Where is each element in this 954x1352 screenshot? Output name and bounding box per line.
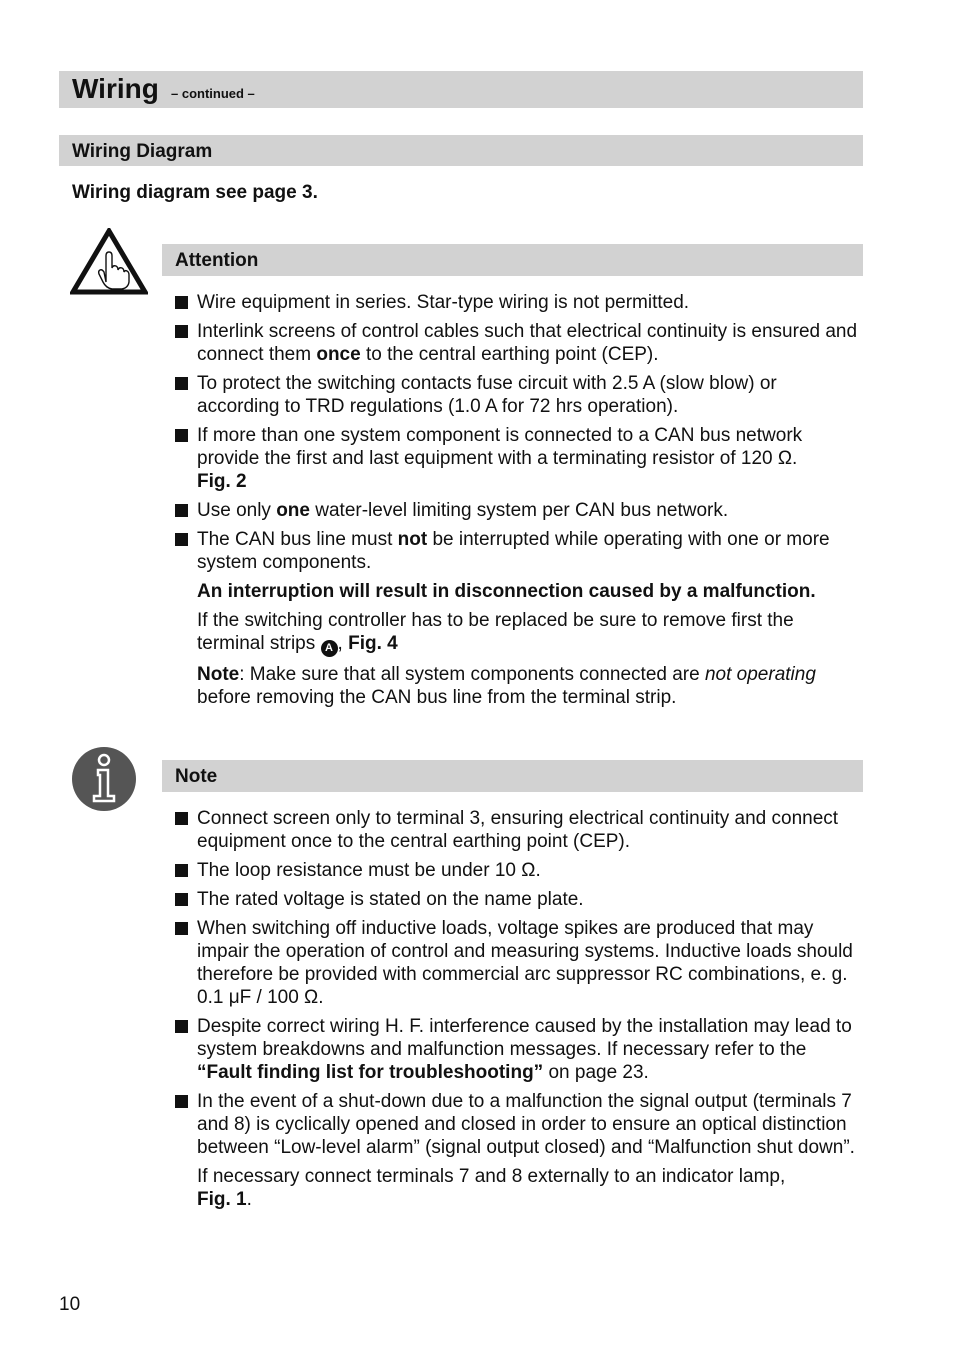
bullet-square-icon xyxy=(175,893,188,906)
list-item: The CAN bus line must not be interrupted while operating with one or more system components. xyxy=(171,528,861,574)
list-item: The rated voltage is stated on the name plate. xyxy=(171,888,861,911)
bullet-square-icon xyxy=(175,922,188,935)
list-item: Interlink screens of control cables such that electrical continuity is ensured and connect them once to the central earthing point (CEP). xyxy=(171,320,861,366)
figure-reference: Fig. 4 xyxy=(348,633,398,654)
info-icon xyxy=(70,746,138,812)
continued-label: – continued – xyxy=(171,86,255,101)
marker-a-icon: A xyxy=(321,640,338,657)
bullet-square-icon xyxy=(175,864,188,877)
attention-bar xyxy=(162,244,863,276)
page-number: 10 xyxy=(59,1294,81,1315)
bullet-square-icon xyxy=(175,533,188,546)
list-item: To protect the switching contacts fuse circuit with 2.5 A (slow blow) or according to TRD regulations (1.0 A for 72 hrs operation). xyxy=(171,372,861,418)
bullet-square-icon xyxy=(175,504,188,517)
title-bar xyxy=(59,71,863,108)
attention-list xyxy=(171,291,861,715)
bullet-square-icon xyxy=(175,296,188,309)
bullet-square-icon xyxy=(175,1095,188,1108)
bullet-square-icon xyxy=(175,429,188,442)
warning-paragraph: An interruption will result in disconnection caused by a malfunction. xyxy=(197,581,816,602)
section-title: Wiring Diagram xyxy=(72,141,213,162)
note-list xyxy=(171,807,861,1217)
warning-hand-icon xyxy=(70,228,148,296)
bullet-square-icon xyxy=(175,812,188,825)
list-item: Use only one water-level limiting system per CAN bus network. xyxy=(171,499,861,522)
figure-reference: Fig. 1 xyxy=(197,1189,247,1210)
replace-paragraph: If the switching controller has to be replaced be sure to remove first the terminal strips A , Fig. 4 xyxy=(171,609,861,657)
list-item: Wire equipment in series. Star-type wiring is not permitted. xyxy=(171,291,861,314)
bullet-square-icon xyxy=(175,1020,188,1033)
page-title: Wiring xyxy=(72,73,159,104)
note-bar xyxy=(162,760,863,792)
list-item: Despite correct wiring H. F. interference caused by the installation may lead to system breakdowns and malfunction messages. If necessary refer to the “Fault finding list for troubleshooting” on page 23. xyxy=(171,1015,861,1084)
list-item: In the event of a shut-down due to a malfunction the signal output (terminals 7 and 8) is cyclically opened and closed in order to ensure an optical distinction between “Low-level alarm” (signal output closed) and “Malfunction shut down”. xyxy=(171,1090,861,1159)
note-paragraph: Note: Make sure that all system components connected are not operating before removing the CAN bus line from the terminal strip. xyxy=(197,664,816,708)
bullet-square-icon xyxy=(175,325,188,338)
list-item: When switching off inductive loads, voltage spikes are produced that may impair the operation of control and measuring systems. Inductive loads should therefore be provided with commercial arc suppressor RC combinations, e. g. 0.1 μF / 100 Ω. xyxy=(171,917,861,1009)
list-item: If more than one system component is connected to a CAN bus network provide the first and last equipment with a terminating resistor of 120 Ω. Fig. 2 xyxy=(171,424,861,493)
section-bar xyxy=(59,135,863,166)
list-item: Connect screen only to terminal 3, ensuring electrical continuity and connect equipment once to the central earthing point (CEP). xyxy=(171,807,861,853)
lead-text: Wiring diagram see page 3. xyxy=(72,182,318,203)
attention-title: Attention xyxy=(175,250,259,271)
bullet-square-icon xyxy=(175,377,188,390)
figure-reference: Fig. 2 xyxy=(197,471,247,492)
lamp-paragraph: If necessary connect terminals 7 and 8 externally to an indicator lamp, Fig. 1. xyxy=(197,1166,786,1210)
list-item: The loop resistance must be under 10 Ω. xyxy=(171,859,861,882)
note-title: Note xyxy=(175,766,218,787)
